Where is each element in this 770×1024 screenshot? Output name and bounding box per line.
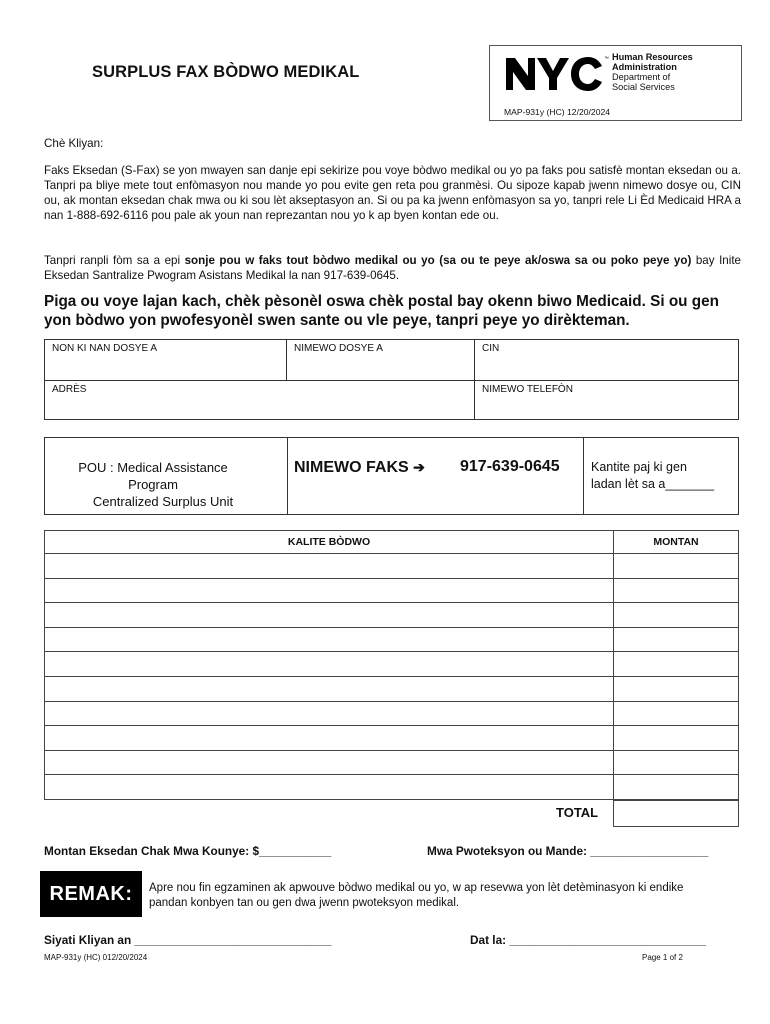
page-count-box[interactable] [583, 437, 739, 515]
svg-text:™: ™ [604, 56, 609, 62]
bill-row [45, 603, 739, 628]
bill-type-cell[interactable] [45, 603, 614, 628]
monthly-surplus-field[interactable]: Montan Eksedan Chak Mwa Kounye: $___________ [44, 844, 332, 858]
dept-line-1: Department of [612, 72, 671, 82]
logo-form-code: MAP-931y (HC) 12/20/2024 [504, 107, 611, 117]
instructions-start: Tanpri ranpli fòm sa a epi [44, 254, 185, 267]
case-name-field[interactable] [44, 339, 287, 381]
instructions-paragraph [44, 253, 741, 283]
bill-amount-cell[interactable] [614, 627, 739, 652]
page-count-line-1: Kantite paj ki gen [591, 460, 687, 474]
bill-amount-cell[interactable] [614, 652, 739, 677]
bill-type-cell[interactable] [45, 701, 614, 726]
cin-label: CIN [482, 343, 500, 354]
agency-name [612, 52, 693, 92]
bill-row [45, 676, 739, 701]
address-field[interactable] [44, 380, 475, 420]
bill-amount-cell[interactable] [614, 676, 739, 701]
form-title: SURPLUS FAX BÒDWO MEDIKAL [92, 63, 360, 81]
case-name-label: NON KI NAN DOSYE A [52, 343, 158, 354]
fax-number-label: NIMEWO FAKS [294, 459, 409, 476]
nyc-logo [504, 52, 610, 94]
bill-type-cell[interactable] [45, 652, 614, 677]
intro-paragraph: Faks Eksedan (S-Fax) se yon mwayen san danje epi sekirize pou voye bòdwo medikal ou yo pa faks pou satisfè montan eksedan ou a. Tanpri pa bliye mete tout enfòmasyon nou mande yo pou evite gen reta pou granmèsi. Ou sipoze kapab jwenn nimewo dosye ou, CIN ou, ak montan eksedan chak mwa ou ki sou lèt akseptasyon an. Si ou pa ka jwenn enfòmasyon sa yo, tanpri rele Li Èd Medicaid HRA a nan 1-888-692-6116 pou pale ak youn nan reprezantan nou yo k ap byen kontan ede ou. [44, 164, 741, 222]
phone-label: NIMEWO TELEFÒN [482, 384, 573, 395]
instructions-bold: sonje pou w faks tout bòdwo medikal ou yo (sa ou te peye ak/oswa sa ou poko peye yo) [184, 254, 692, 267]
bill-type-cell[interactable] [45, 726, 614, 751]
instructions-end: bay Inite Eksedan Santralize Pwogram Asistans Medikal la nan 917-639-0645. [44, 254, 741, 282]
case-number-label: NIMEWO DOSYE A [294, 343, 383, 354]
table-header-row [45, 531, 739, 554]
cin-field[interactable] [474, 339, 739, 381]
total-label: TOTAL [556, 805, 599, 820]
bill-row [45, 726, 739, 751]
bill-row [45, 775, 739, 800]
agency-line-2: Administration [612, 62, 677, 72]
bill-row [45, 578, 739, 603]
fax-recipient-box [44, 437, 288, 515]
payment-warning: Piga ou voye lajan kach, chèk pèsonèl oswa chèk postal bay okenn biwo Medicaid. Si ou gen yon bòdwo yon pwofesyonèl swen sante ou vle peye, tanpri peye yo dirèkteman. [44, 293, 719, 329]
bill-amount-cell[interactable] [614, 554, 739, 579]
fax-number-box [287, 437, 584, 515]
bill-type-cell[interactable] [45, 676, 614, 701]
bill-amount-cell[interactable] [614, 750, 739, 775]
bill-amount-cell[interactable] [614, 603, 739, 628]
bill-row [45, 750, 739, 775]
protection-month-field[interactable]: Mwa Pwoteksyon ou Mande: __________________ [427, 844, 709, 858]
bill-type-cell[interactable] [45, 750, 614, 775]
bill-amount-cell[interactable] [614, 578, 739, 603]
salutation: Chè Kliyan: [44, 137, 104, 150]
remarks-label: REMAK: [40, 871, 142, 917]
bills-table [44, 530, 739, 800]
bill-type-cell[interactable] [45, 775, 614, 800]
page-number: Page 1 of 2 [642, 953, 683, 962]
bill-type-cell[interactable] [45, 554, 614, 579]
case-number-field[interactable] [286, 339, 475, 381]
bill-row [45, 701, 739, 726]
bill-type-cell[interactable] [45, 578, 614, 603]
bill-amount-cell[interactable] [614, 701, 739, 726]
phone-field[interactable] [474, 380, 739, 420]
footer-form-code: MAP-931y (HC) 012/20/2024 [44, 953, 148, 962]
fax-number: 917-639-0645 [460, 458, 560, 475]
agency-line-1: Human Resources [612, 52, 693, 62]
fax-recipient-line-1: POU : Medical Assistance Program [78, 460, 228, 492]
address-label: ADRÈS [52, 384, 87, 395]
bill-row [45, 627, 739, 652]
total-amount-field[interactable] [613, 800, 739, 827]
date-field[interactable]: Dat la: ______________________________ [470, 933, 707, 947]
page-count-line-2: ladan lèt sa a_______ [591, 477, 715, 491]
bill-type-header: KALITE BÒDWO [45, 531, 614, 554]
bill-amount-cell[interactable] [614, 726, 739, 751]
bill-row [45, 652, 739, 677]
agency-logo-box [489, 45, 742, 121]
dept-line-2: Social Services [612, 82, 675, 92]
bill-row [45, 554, 739, 579]
bill-type-cell[interactable] [45, 627, 614, 652]
remarks-text: Apre nou fin egzaminen ak apwouve bòdwo medikal ou yo, w ap resevwa yon lèt detèminasyon ki endike pandan konbyen tan ou gen dwa jwenn pwoteksyon medikal. [149, 882, 684, 909]
fax-recipient-line-2: Centralized Surplus Unit [92, 494, 234, 509]
bill-amount-cell[interactable] [614, 775, 739, 800]
signature-field[interactable]: Siyati Kliyan an ______________________________ [44, 933, 332, 947]
arrow-right-icon: ➔ [413, 459, 425, 475]
amount-header: MONTAN [614, 531, 739, 554]
